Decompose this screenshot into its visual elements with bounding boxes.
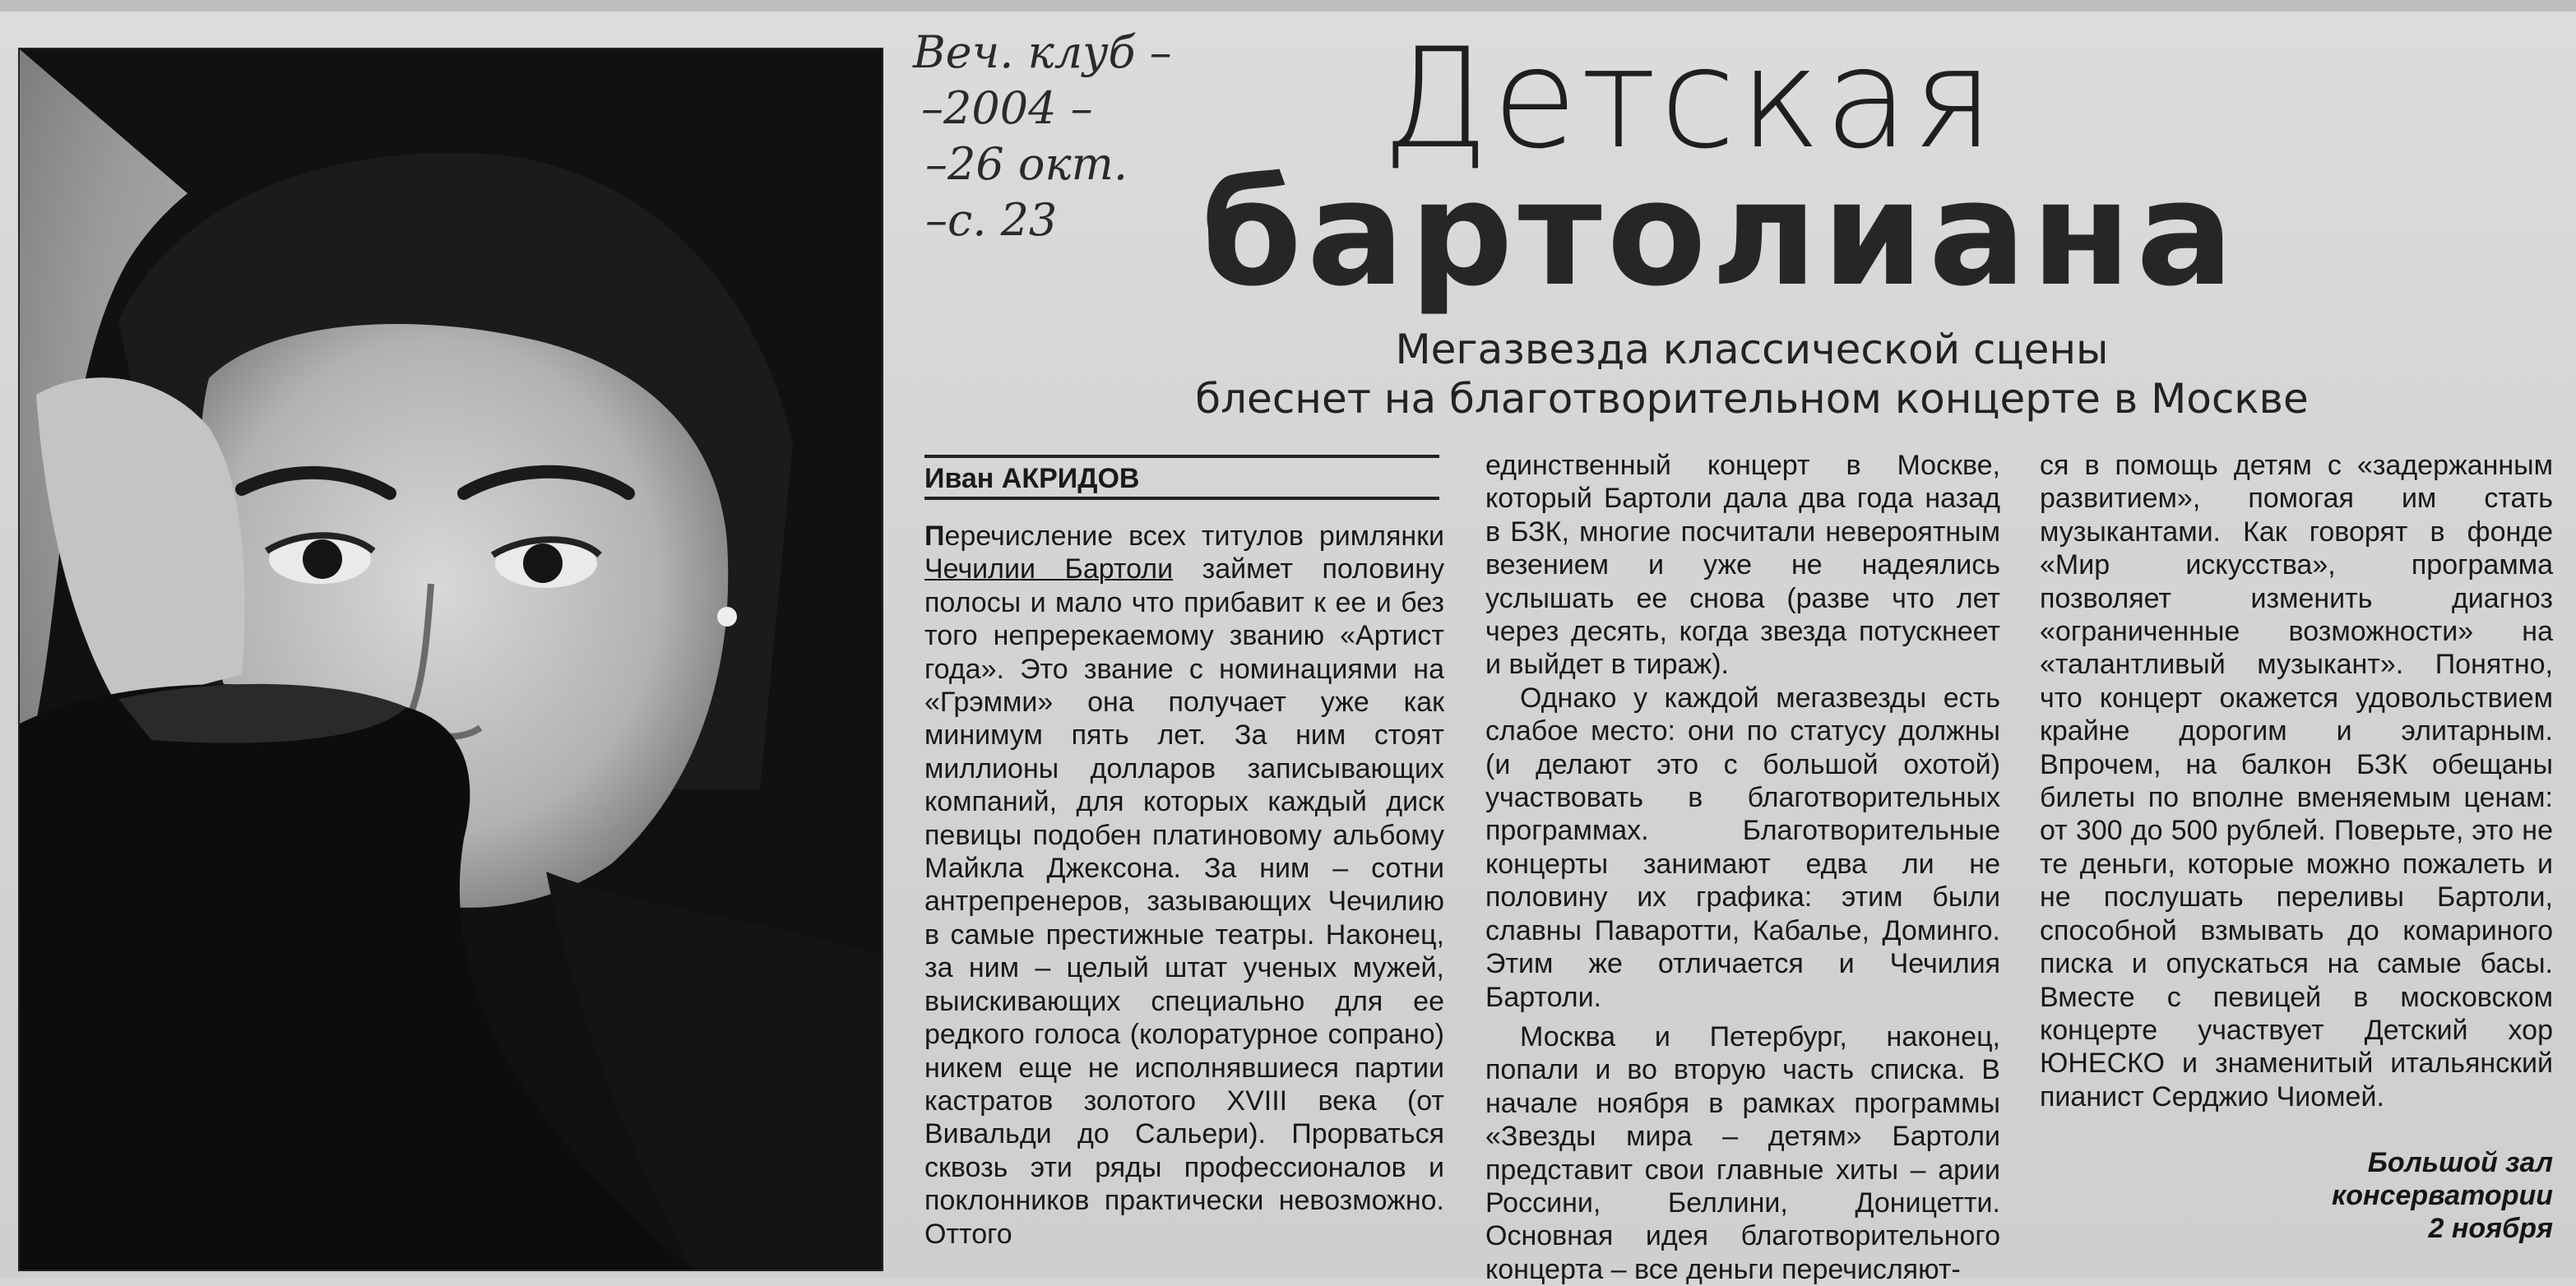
text-run: займет половину полосы и мало что прибавит к ее и без того непререкаемому званию «Артист года». Это звание с номинациями на «Грэмми» она получает уже как минимум пять лет. За ним стоят миллионы долларов записывающих компаний, для которых каждый диск певицы подобен платиновому альбому Майкла Джексона. За ним – сотни антрепренеров, зазывающих Чечилию в самые престижные театры. Наконец, за ним – целый штат ученых мужей, выискивающих специально для ее редкого голоса (колоратурное сопрано) никем еще не исполнявшиеся партии кастратов золотого XVIII века (от Вивальди до Сальери). Прорваться сквозь эти ряды профессионалов и поклонников практически невозможно. Оттого [924,553,1444,1250]
drop-cap: П [924,520,945,552]
byline-rule [924,455,1439,458]
article-headline [1184,18,2550,318]
paragraph: ся в помощь детям с «задержанным развитием», помогая им стать музыкантами. Как говорят в фонде «Мир искусства», программа позволяет изменить диагноз «ограниченные возможности» на «талантливый музыкант». Понятно, что концерт окажется удовольствием крайне дорогим и элитарным. Впрочем, на балкон БЗК обещаны билеты по вполне вменяемым ценам: от 300 до 500 рублей. Поверьте, это не те деньги, которые можно пожалеть и не послушать переливы Бартоли, способной взмывать до комариного писка и опускаться на самые басы. Вместе с певицей в московском концерте участвует Детский хор ЮНЕСКО и знаменитый итальянский пианист Серджио Чиомей. [2040,450,2553,1113]
highlighted-name: Чечилии Бартоли [924,553,1174,585]
event-venue-info [2221,1146,2553,1245]
article-column-1 [924,520,1444,1251]
paragraph: Москва и Петербург, наконец, попали и во вторую часть списка. В начале ноября в рамках программы «Звезды мира – детям» Бартоли представит свои главные хиты – арии Россини, Беллини, Доницетти. Основная идея благотворительного концерта – все деньги перечисляют- [1485,1020,2000,1285]
venue-date: 2 ноября [2428,1213,2553,1244]
note-line: –26 окт. [925,138,1128,190]
subhead-line: Мегазвезда классической сцены [1395,326,2109,373]
note-line: –с. 23 [925,194,1058,246]
venue-line: консерватории [2332,1180,2553,1211]
article-column-3 [2040,449,2553,1113]
portrait-illustration [20,49,882,1270]
paragraph: единственный концерт в Москве, который Бартоли дала два года назад в БЗК, многие посчитали невероятным везением и уже не надеялись услышать ее снова (разве что лет через десять, когда звезда потускнеет и выйдет в тираж). [1485,450,2000,681]
headline-line: бартолиана [1201,150,2239,318]
headline-line: Детская [1382,18,1998,179]
article-column-2 [1485,449,2000,1286]
author-last-name: АКРИДОВ [1001,463,1140,494]
venue-line: Большой зал [2367,1147,2553,1178]
paragraph: Однако у каждой мегазвезды есть слабое место: они по статусу должны (и делают это с большой охотой) участвовать в благотворительных программах. Благотворительные концерты занимают едва ли не половину их графика: этим были славны Паваротти, Кабалье, Доминго. Этим же отличается и Чечилия Бартоли. [1485,682,2000,1013]
portrait-photo [18,48,883,1271]
author-first-name: Иван [924,463,994,494]
subhead-line: блеснет на благотворительном концерте в Москве [1195,375,2309,423]
article-subheadline [987,325,2517,423]
text-run: еречисление всех титулов римлянки [944,520,1444,552]
paragraph [924,520,1444,1251]
paper-edge [0,0,2576,12]
byline-rule [924,497,1439,500]
note-line: Веч. клуб – [913,26,1172,78]
note-line: –2004 – [921,82,1093,134]
byline [924,462,1439,495]
